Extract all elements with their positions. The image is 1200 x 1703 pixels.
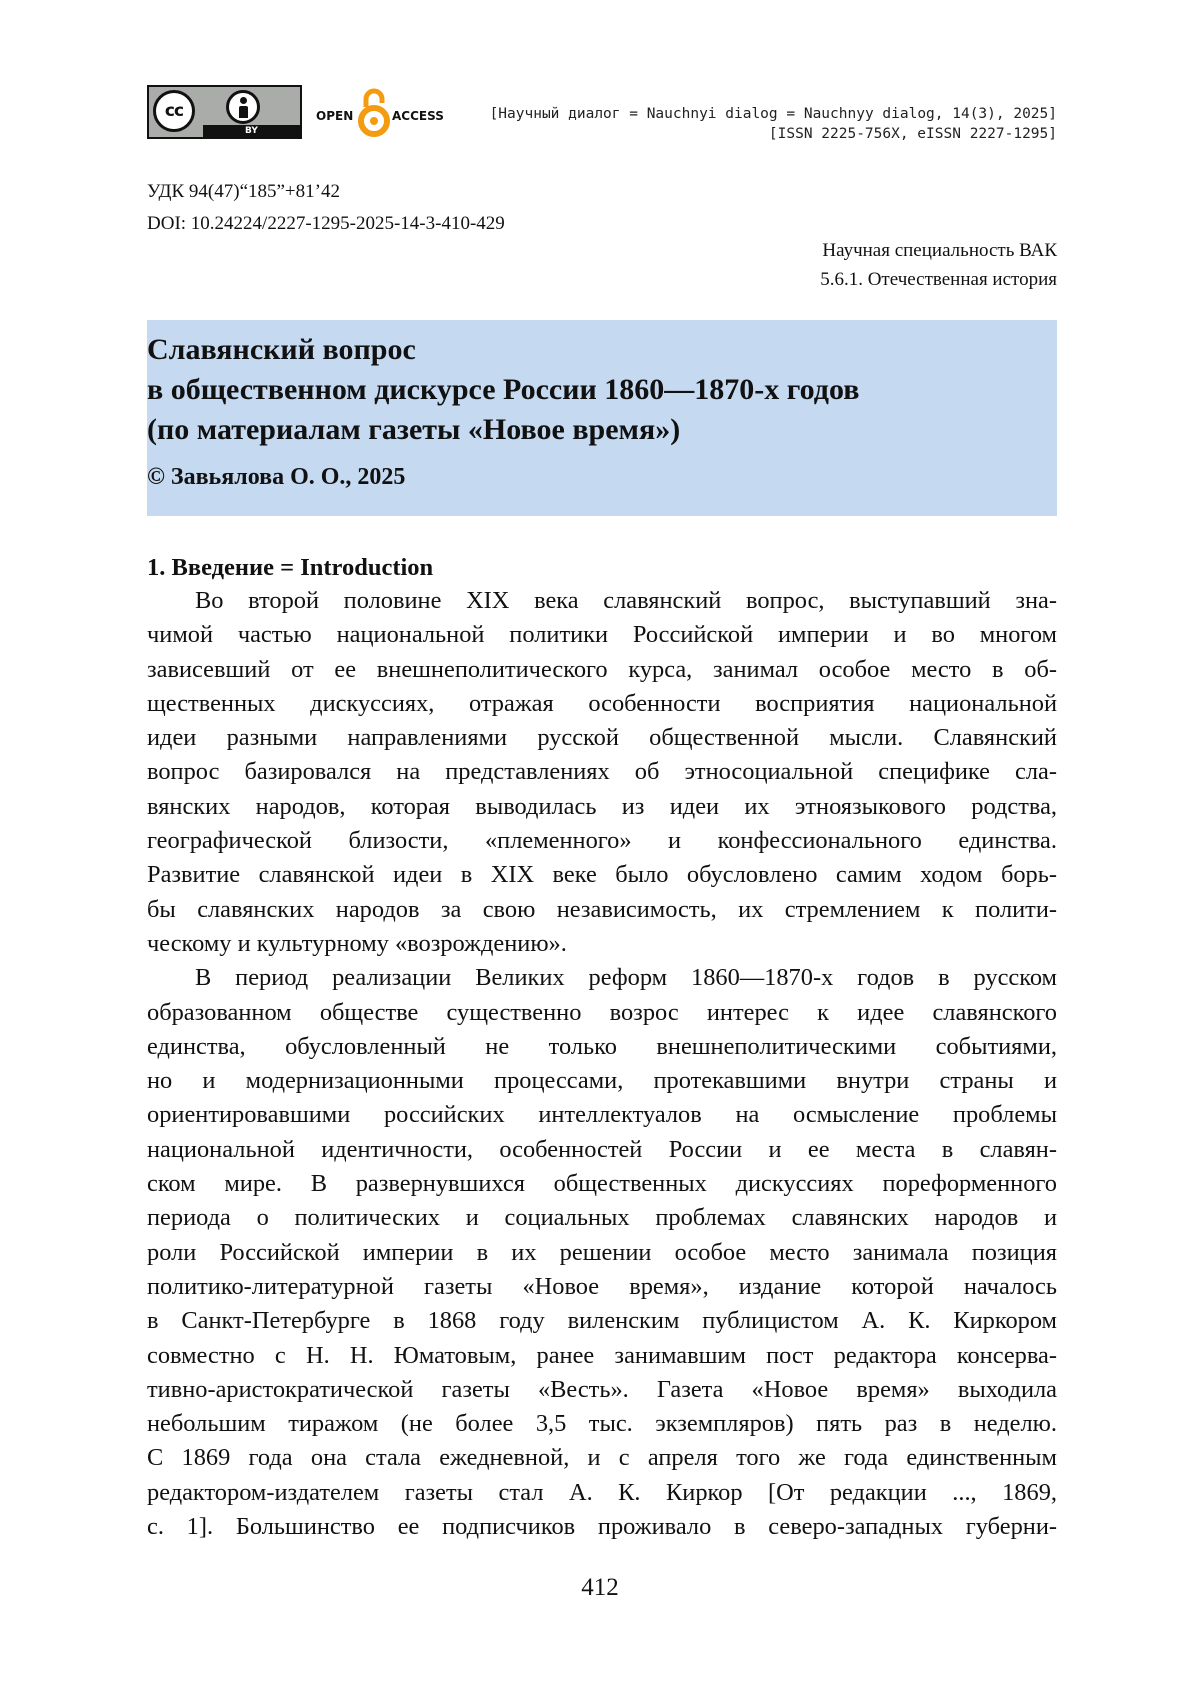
text-line: тивно-аристократической газеты «Весть». Газета «Новое время» выходила [147,1375,1057,1403]
text-line: небольшим тиражом (не более 3,5 тыс. экземпляров) пять раз в неделю. [147,1410,1057,1438]
text-line: зависевший от ее внешнеполитического курса, занимал особое место в об- [147,655,1057,683]
text-line: щественных дискуссиях, отражая особенности восприятия национальной [147,689,1057,717]
page-number: 412 [581,1574,619,1601]
doi-link[interactable]: DOI: 10.24224/2227-1295-2025-14-3-410-429 [147,213,505,234]
text-line: ориентировавшими российских интеллектуалов на осмысление проблемы [147,1101,1057,1129]
paragraph-1 [147,584,1057,961]
citation-line-journal: [Научный диалог = Nauchnyi dialog = Nauchnyy dialog, 14(3), 2025] [489,106,1057,122]
text-line: политико-литературной газеты «Новое время», издание которой началось [147,1272,1057,1300]
cc-icon-text: cc [164,101,184,121]
article-title-block [147,320,1057,516]
text-line: вопрос базировался на представлениях об этносоциальной специфике сла- [147,758,1057,786]
text-line: образованном обществе существенно возрос интерес к идее славянского [147,998,1057,1026]
article-body [147,584,1057,1544]
text-line: Развитие славянской идеи в XIX веке было обусловлено самим ходом борь- [147,861,1057,889]
section-heading: 1. Введение = Introduction [147,554,434,581]
open-access-logo[interactable] [316,87,466,139]
text-line: редактором-издателем газеты стал А. К. Киркор [От редакции ..., 1869, [147,1478,1057,1506]
attribution-person-icon [226,90,260,124]
text-line: Во второй половине XIX века славянский вопрос, выступавший зна- [195,587,1057,614]
text-line: В период реализации Великих реформ 1860—1870-х годов в русском [195,964,1057,992]
paragraph-2 [147,961,1057,1544]
scientific-specialty [820,236,1057,294]
text-line: ческому и культурному «возрождению». [147,929,567,957]
text-line: ском мире. В развернувшихся общественных дискуссиях пореформенного [147,1170,1057,1198]
journal-citation [490,104,1057,144]
text-line: с. 1]. Большинство ее подписчиков проживало в северо-западных губерни- [147,1513,1057,1541]
license-by-label: BY [203,125,300,137]
article-title-line: в общественном дискурсе России 1860—1870-х годов [147,373,860,406]
cc-by-license-badge[interactable] [147,85,302,139]
citation-line-issn: [ISSN 2225-756X, eISSN 2227-1295] [768,126,1057,142]
open-access-open-text: OPEN [316,109,354,123]
text-line: национальной идентичности, особенностей России и ее места в славян- [147,1135,1057,1163]
text-line: географической близости, «племенного» и конфессионального единства. [147,827,1057,855]
creative-commons-icon [153,90,195,132]
text-line: С 1869 года она стала ежедневной, и с апреля того же года единственным [147,1444,1057,1472]
specialty-value: 5.6.1. Отечественная история [820,269,1057,290]
text-line: совместно с Н. Н. Юматовым, ранее занимавшим пост редактора консерва- [147,1341,1057,1369]
text-line: идеи разными направлениями русской общественной мысли. Славянский [147,724,1057,752]
text-line: периода о политических и социальных проблемах славянских народов и [147,1204,1057,1232]
text-line: в Санкт-Петербурге в 1868 году виленским публицистом А. К. Киркором [147,1307,1057,1335]
text-line: роли Российской империи в их решении особое место занимала позиция [147,1238,1057,1266]
open-access-lock-icon [358,87,390,139]
text-line: чимой частью национальной политики Российской империи и во многом [147,621,1057,649]
udk-code: УДК 94(47)“185”+81’42 [147,181,340,202]
open-access-access-text: ACCESS [392,109,444,123]
text-line: но и модернизационными процессами, протекавшими внутри страны и [147,1067,1057,1095]
article-identifiers [147,176,505,240]
article-title-line: Славянский вопрос [147,333,416,366]
article-authors: © Завьялова О. О., 2025 [147,464,406,490]
text-line: вянских народов, которая выводилась из идеи их этноязыкового родства, [147,792,1057,820]
specialty-label: Научная специальность ВАК [822,240,1057,261]
text-line: единства, обусловленный не только внешнеполитическими событиями, [147,1032,1057,1060]
text-line: бы славянских народов за свою независимость, их стремлением к полити- [147,895,1057,923]
article-title-line: (по материалам газеты «Новое время») [147,413,681,446]
